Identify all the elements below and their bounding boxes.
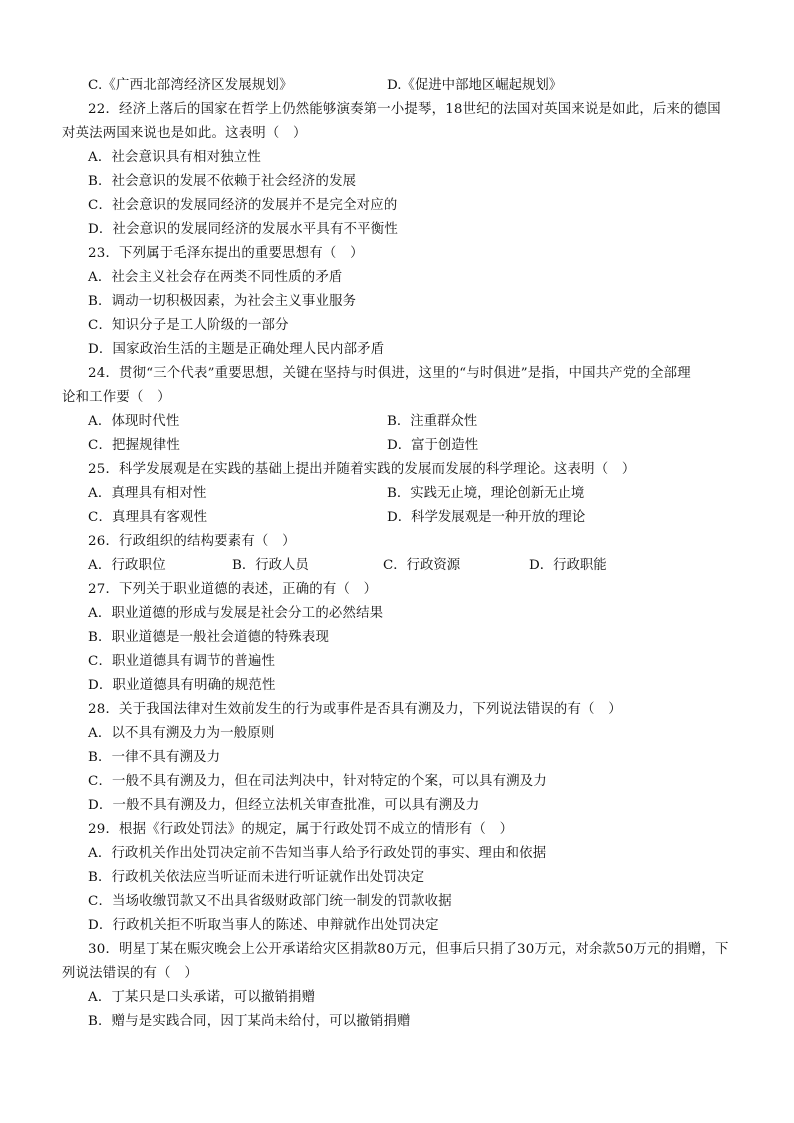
question-24-option-b: B．注重群众性 — [387, 414, 478, 429]
question-25-option-a: A．真理具有相对性 — [88, 486, 207, 501]
question-28-option-c: C．一般不具有溯及力，但在司法判决中，针对特定的个案，可以具有溯及力 — [88, 774, 547, 789]
question-29-option-a: A．行政机关作出处罚决定前不告知当事人给予行政处罚的事实、理由和依据 — [88, 846, 547, 861]
question-24-stem-1: 24．贯彻“三个代表”重要思想，关键在坚持与时俱进，这里的“与时俱进”是指，中国共产党的全部理 — [88, 366, 691, 381]
question-22-option-c: C．社会意识的发展同经济的发展并不是完全对应的 — [88, 198, 398, 213]
question-25-option-b: B．实践无止境，理论创新无止境 — [387, 486, 585, 501]
question-30-option-b: B．赠与是实践合同，因丁某尚未给付，可以撤销捐赠 — [88, 1014, 411, 1029]
question-22-stem-1: 22．经济上落后的国家在哲学上仍然能够演奏第一小提琴，18世纪的法国对英国来说是如此，后来的德国 — [88, 102, 721, 117]
question-25-option-c: C．真理具有客观性 — [88, 510, 208, 525]
question-28-option-d: D．一般不具有溯及力，但经立法机关审查批准，可以具有溯及力 — [88, 798, 480, 813]
question-29-option-b: B．行政机关依法应当听证而未进行听证就作出处罚决定 — [88, 870, 425, 885]
question-28-option-a: A．以不具有溯及力为一般原则 — [88, 726, 275, 741]
question-22-option-d: D．社会意识的发展同经济的发展水平具有不平衡性 — [88, 222, 398, 237]
question-22-option-b: B．社会意识的发展不依赖于社会经济的发展 — [88, 174, 357, 189]
question-30-option-a: A．丁某只是口头承诺，可以撤销捐赠 — [88, 990, 316, 1005]
question-29-stem: 29．根据《行政处罚法》的规定，属于行政处罚不成立的情形有（ ） — [88, 822, 514, 837]
question-23-stem: 23．下列属于毛泽东提出的重要思想有（ ） — [88, 246, 364, 261]
question-23-option-b: B．调动一切积极因素，为社会主义事业服务 — [88, 294, 357, 309]
question-27-option-c: C．职业道德具有调节的普遍性 — [88, 654, 276, 669]
question-25-option-d: D．科学发展观是一种开放的理论 — [387, 510, 586, 525]
question-27-option-a: A．职业道德的形成与发展是社会分工的必然结果 — [88, 606, 384, 621]
question-27-option-b: B．职业道德是一般社会道德的特殊表现 — [88, 630, 330, 645]
option-d-prev: D.《促进中部地区崛起规划》 — [387, 78, 563, 93]
question-30-stem-2: 列说法错误的有（ ） — [62, 966, 198, 981]
option-c-prev: C.《广西北部湾经济区发展规划》 — [88, 78, 293, 93]
question-26-option-d: D．行政职能 — [529, 558, 607, 573]
question-28-option-b: B．一律不具有溯及力 — [88, 750, 221, 765]
question-26-option-c: C．行政资源 — [383, 558, 461, 573]
question-27-option-d: D．职业道德具有明确的规范性 — [88, 678, 276, 693]
question-27-stem: 27．下列关于职业道德的表述，正确的有（ ） — [88, 582, 378, 597]
question-24-option-d: D．富于创造性 — [387, 438, 479, 453]
question-23-option-c: C．知识分子是工人阶级的一部分 — [88, 318, 289, 333]
question-24-stem-2: 论和工作要（ ） — [62, 390, 171, 405]
question-30-stem-1: 30．明星丁某在赈灾晚会上公开承诺给灾区捐款80万元，但事后只捐了30万元，对余款50万元的捐赠，下 — [88, 942, 729, 957]
question-26-option-b: B．行政人员 — [232, 558, 309, 573]
question-29-option-c: C．当场收缴罚款又不出具省级财政部门统一制发的罚款收据 — [88, 894, 452, 909]
question-22-stem-2: 对英法两国来说也是如此。这表明（ ） — [62, 126, 307, 141]
question-29-option-d: D．行政机关拒不听取当事人的陈述、申辩就作出处罚决定 — [88, 918, 439, 933]
question-25-stem: 25．科学发展观是在实践的基础上提出并随着实践的发展而发展的科学理论。这表明（ ） — [88, 462, 636, 477]
question-24-option-a: A．体现时代性 — [88, 414, 180, 429]
question-23-option-d: D．国家政治生活的主题是正确处理人民内部矛盾 — [88, 342, 385, 357]
question-28-stem: 28．关于我国法律对生效前发生的行为或事件是否具有溯及力，下列说法错误的有（ ） — [88, 702, 622, 717]
question-22-option-a: A．社会意识具有相对独立性 — [88, 150, 261, 165]
question-26-stem: 26．行政组织的结构要素有（ ） — [88, 534, 296, 549]
question-26-option-a: A．行政职位 — [88, 558, 166, 573]
question-24-option-c: C．把握规律性 — [88, 438, 180, 453]
question-23-option-a: A．社会主义社会存在两类不同性质的矛盾 — [88, 270, 343, 285]
